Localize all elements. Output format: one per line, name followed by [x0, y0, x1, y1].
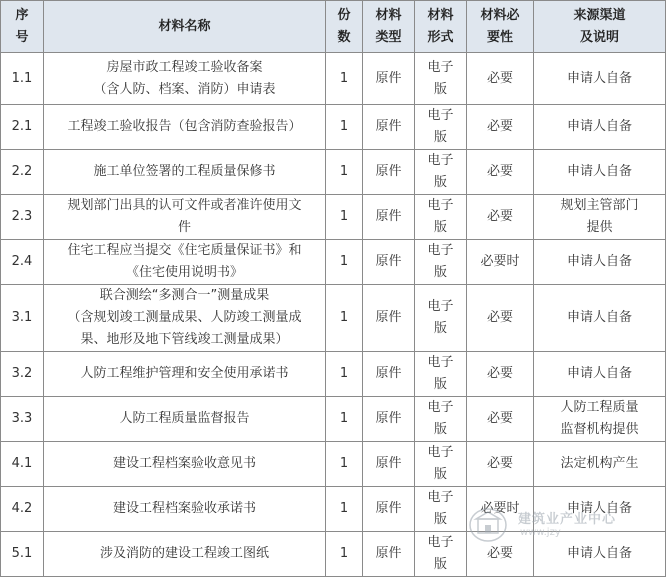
cell-name: 房屋市政工程竣工验收备案 （含人防、档案、消防）申请表 — [44, 53, 326, 105]
cell-type: 原件 — [363, 105, 415, 150]
cell-type: 原件 — [363, 352, 415, 397]
cell-no: 4.2 — [1, 487, 44, 532]
cell-name: 涉及消防的建设工程竣工图纸 — [44, 532, 326, 577]
cell-copies: 1 — [326, 195, 363, 240]
table-row — [1, 105, 666, 150]
cell-no: 2.1 — [1, 105, 44, 150]
cell-required: 必要 — [467, 105, 534, 150]
cell-source: 申请人自备 — [534, 352, 666, 397]
cell-form: 电子 版 — [415, 442, 467, 487]
cell-no: 3.3 — [1, 397, 44, 442]
cell-type: 原件 — [363, 487, 415, 532]
cell-name: 建设工程档案验收意见书 — [44, 442, 326, 487]
cell-name: 建设工程档案验收承诺书 — [44, 487, 326, 532]
cell-form: 电子 版 — [415, 352, 467, 397]
table-row — [1, 195, 666, 240]
cell-copies: 1 — [326, 442, 363, 487]
cell-form: 电子 版 — [415, 105, 467, 150]
cell-form: 电子 版 — [415, 532, 467, 577]
table-row — [1, 150, 666, 195]
cell-required: 必要 — [467, 285, 534, 352]
cell-copies: 1 — [326, 53, 363, 105]
cell-required: 必要 — [467, 53, 534, 105]
cell-no: 3.2 — [1, 352, 44, 397]
cell-required: 必要 — [467, 442, 534, 487]
header-name: 材料名称 — [44, 1, 326, 53]
cell-form: 电子 版 — [415, 150, 467, 195]
cell-type: 原件 — [363, 532, 415, 577]
table-row — [1, 352, 666, 397]
cell-name: 施工单位签署的工程质量保修书 — [44, 150, 326, 195]
cell-required: 必要时 — [467, 240, 534, 285]
cell-copies: 1 — [326, 352, 363, 397]
cell-source: 申请人自备 — [534, 53, 666, 105]
cell-no: 2.3 — [1, 195, 44, 240]
cell-form: 电子 版 — [415, 285, 467, 352]
table-row — [1, 532, 666, 577]
cell-name: 住宅工程应当提交《住宅质量保证书》和 《住宅使用说明书》 — [44, 240, 326, 285]
cell-copies: 1 — [326, 487, 363, 532]
table-row — [1, 442, 666, 487]
cell-copies: 1 — [326, 397, 363, 442]
cell-required: 必要 — [467, 532, 534, 577]
cell-required: 必要 — [467, 150, 534, 195]
cell-source: 申请人自备 — [534, 150, 666, 195]
cell-type: 原件 — [363, 53, 415, 105]
cell-no: 2.2 — [1, 150, 44, 195]
cell-no: 4.1 — [1, 442, 44, 487]
cell-required: 必要 — [467, 397, 534, 442]
header-required: 材料必 要性 — [467, 1, 534, 53]
cell-form: 电子 版 — [415, 195, 467, 240]
header-copies: 份 数 — [326, 1, 363, 53]
cell-form: 电子 版 — [415, 487, 467, 532]
cell-required: 必要时 — [467, 487, 534, 532]
cell-type: 原件 — [363, 195, 415, 240]
watermark-url: www.jzy — [520, 527, 561, 538]
cell-source: 申请人自备 — [534, 105, 666, 150]
header-type: 材料 类型 — [363, 1, 415, 53]
cell-name: 人防工程维护管理和安全使用承诺书 — [44, 352, 326, 397]
cell-name: 规划部门出具的认可文件或者准许使用文 件 — [44, 195, 326, 240]
cell-form: 电子 版 — [415, 397, 467, 442]
table-row — [1, 285, 666, 352]
cell-type: 原件 — [363, 285, 415, 352]
cell-type: 原件 — [363, 442, 415, 487]
cell-source: 法定机构产生 — [534, 442, 666, 487]
cell-copies: 1 — [326, 150, 363, 195]
cell-type: 原件 — [363, 397, 415, 442]
cell-type: 原件 — [363, 150, 415, 195]
table-body — [1, 53, 666, 577]
cell-name: 联合测绘“多测合一”测量成果 （含规划竣工测量成果、人防竣工测量成 果、地形及地下管线竣工测量成果） — [44, 285, 326, 352]
header-source: 来源渠道 及说明 — [534, 1, 666, 53]
cell-source: 申请人自备 — [534, 532, 666, 577]
cell-copies: 1 — [326, 532, 363, 577]
cell-required: 必要 — [467, 352, 534, 397]
cell-no: 1.1 — [1, 53, 44, 105]
header-no: 序 号 — [1, 1, 44, 53]
cell-type: 原件 — [363, 240, 415, 285]
cell-copies: 1 — [326, 240, 363, 285]
table-header-row — [1, 1, 666, 53]
cell-name: 工程竣工验收报告（包含消防查验报告） — [44, 105, 326, 150]
cell-form: 电子 版 — [415, 53, 467, 105]
cell-source: 申请人自备 — [534, 285, 666, 352]
table-row — [1, 53, 666, 105]
cell-form: 电子 版 — [415, 240, 467, 285]
table-row — [1, 487, 666, 532]
cell-source: 申请人自备 — [534, 240, 666, 285]
cell-source: 人防工程质量 监督机构提供 — [534, 397, 666, 442]
table-row — [1, 397, 666, 442]
cell-source: 申请人自备 — [534, 487, 666, 532]
cell-required: 必要 — [467, 195, 534, 240]
watermark-text: 建筑业产业中心 — [518, 512, 617, 527]
header-form: 材料 形式 — [415, 1, 467, 53]
cell-copies: 1 — [326, 105, 363, 150]
cell-no: 3.1 — [1, 285, 44, 352]
cell-no: 5.1 — [1, 532, 44, 577]
cell-copies: 1 — [326, 285, 363, 352]
cell-source: 规划主管部门 提供 — [534, 195, 666, 240]
table-row — [1, 240, 666, 285]
cell-name: 人防工程质量监督报告 — [44, 397, 326, 442]
cell-no: 2.4 — [1, 240, 44, 285]
